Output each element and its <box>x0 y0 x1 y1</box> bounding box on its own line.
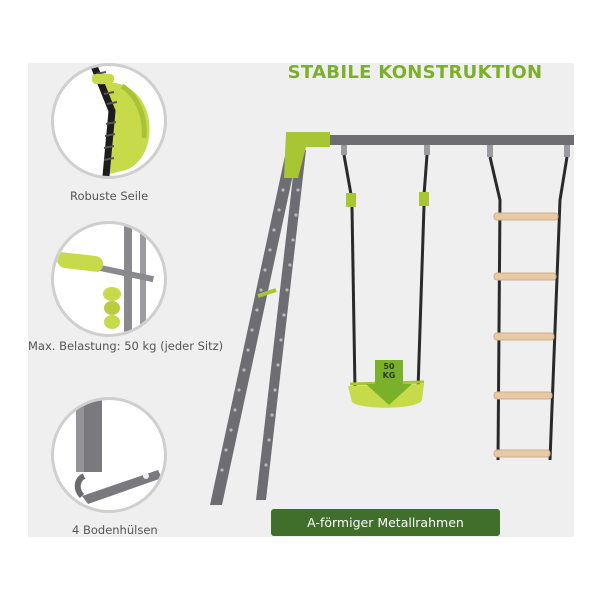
caption-ropes: Robuste Seile <box>70 189 149 203</box>
swing-ropes <box>341 145 430 390</box>
headline: STABILE KONSTRUKTION <box>287 62 543 83</box>
weight-label: 50 KG <box>382 362 396 380</box>
corner-connector <box>284 132 330 178</box>
top-beam <box>300 135 574 145</box>
frame-leg-front <box>210 142 300 505</box>
caption-max-load: Max. Belastung: 50 kg (jeder Sitz) <box>28 339 224 353</box>
caption-ground-sleeves: 4 Bodenhülsen <box>72 523 158 537</box>
frame-badge: A-förmiger Metallrahmen <box>271 509 500 536</box>
rope-ladder <box>487 145 570 460</box>
